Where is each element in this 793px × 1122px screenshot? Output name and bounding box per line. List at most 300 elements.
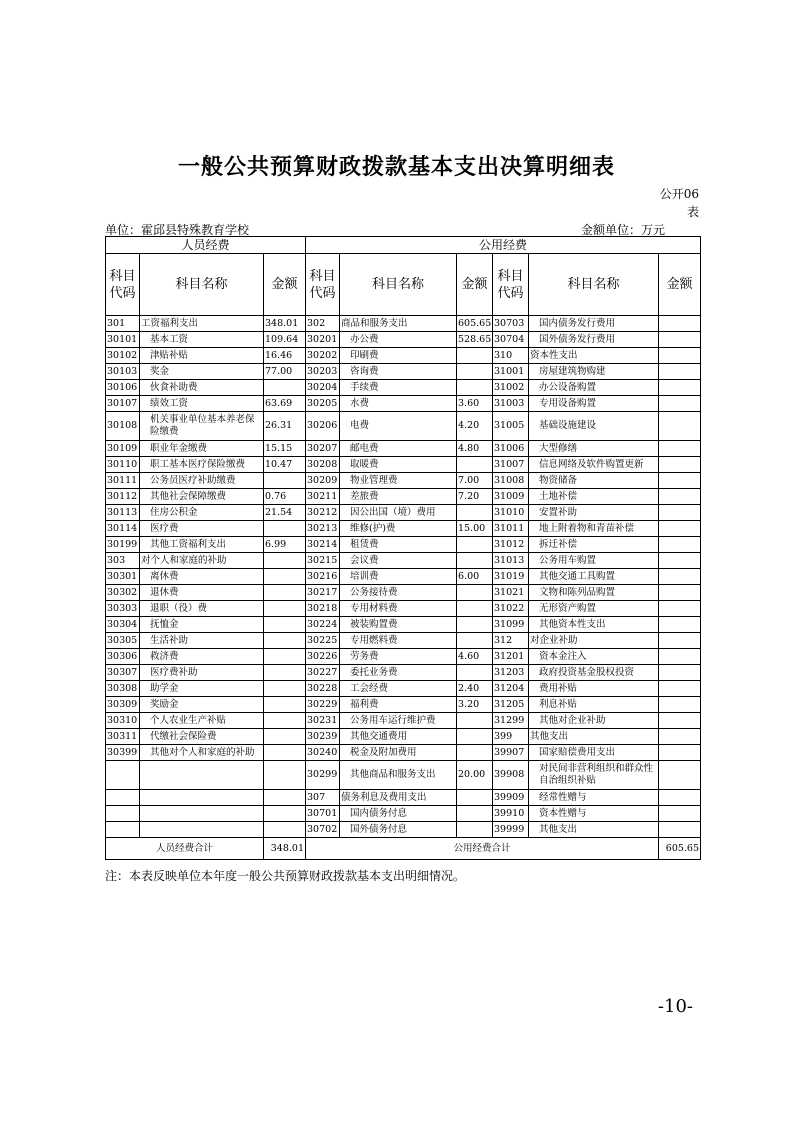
amount-cell [457,617,493,633]
name-cell: 会议费 [340,553,457,569]
amount-header: 金额 [457,254,493,316]
code-cell [106,790,140,806]
code-cell: 30226 [306,649,340,665]
name-cell: 物业管理费 [340,473,457,489]
amount-cell: 3.60 [457,396,493,412]
code-cell: 30204 [306,380,340,396]
code-cell: 30111 [106,473,140,489]
amount-cell [264,521,306,537]
name-cell: 大型修缮 [529,441,659,457]
name-cell: 工会经费 [340,681,457,697]
code-cell: 30227 [306,665,340,681]
amount-cell [457,505,493,521]
name-cell: 其他对企业补助 [529,713,659,729]
code-cell: 39999 [493,822,529,838]
table-row [106,473,701,489]
name-cell: 国外债务发行费用 [529,332,659,348]
code-cell: 30702 [306,822,340,838]
table-row [106,441,701,457]
amount-header: 金额 [264,254,306,316]
name-cell [140,806,264,822]
amount-header: 金额 [659,254,701,316]
amount-cell [659,316,701,332]
amount-cell [659,633,701,649]
code-cell: 30703 [493,316,529,332]
code-cell: 31299 [493,713,529,729]
name-cell: 职工基本医疗保险缴费 [140,457,264,473]
amount-cell [457,633,493,649]
code-cell: 30207 [306,441,340,457]
code-cell: 30113 [106,505,140,521]
public-section-header: 公用经费 [306,237,701,254]
totals-row [106,838,701,860]
code-cell: 30109 [106,441,140,457]
table-row [106,806,701,822]
name-cell: 福利费 [340,697,457,713]
code-cell: 31010 [493,505,529,521]
amount-cell: 26.31 [264,412,306,441]
amount-cell [457,537,493,553]
code-cell: 30101 [106,332,140,348]
name-header: 科目名称 [529,254,659,316]
amount-cell [659,697,701,713]
amount-cell: 10.47 [264,457,306,473]
code-cell: 31201 [493,649,529,665]
amount-cell [659,822,701,838]
amount-cell: 109.64 [264,332,306,348]
name-cell: 公务接待费 [340,585,457,601]
amount-cell [659,761,701,790]
code-cell: 312 [493,633,529,649]
name-cell: 个人农业生产补贴 [140,713,264,729]
table-row [106,633,701,649]
table-row [106,537,701,553]
code-cell: 30102 [106,348,140,364]
amount-cell [457,380,493,396]
amount-cell [264,665,306,681]
name-cell: 劳务费 [340,649,457,665]
name-cell: 基本工资 [140,332,264,348]
amount-cell [659,332,701,348]
name-cell: 伙食补助费 [140,380,264,396]
code-cell: 30228 [306,681,340,697]
name-cell: 代缴社会保险费 [140,729,264,745]
code-cell: 30307 [106,665,140,681]
amount-cell [659,412,701,441]
code-cell: 39907 [493,745,529,761]
name-cell: 其他支出 [529,822,659,838]
name-cell: 文物和陈列品购置 [529,585,659,601]
amount-cell [659,713,701,729]
code-cell: 30239 [306,729,340,745]
name-cell: 基础设施建设 [529,412,659,441]
amount-cell [659,553,701,569]
code-cell: 30110 [106,457,140,473]
amount-cell [659,473,701,489]
name-cell: 房屋建筑物购建 [529,364,659,380]
amount-cell [659,505,701,521]
code-cell: 30209 [306,473,340,489]
name-cell: 其他工资福利支出 [140,537,264,553]
name-cell: 其他支出 [529,729,659,745]
table-row [106,396,701,412]
table-row [106,521,701,537]
name-cell: 办公设备购置 [529,380,659,396]
expenditure-table [105,236,701,860]
name-cell: 国家赔偿费用支出 [529,745,659,761]
amount-cell [659,585,701,601]
code-cell: 301 [106,316,140,332]
code-cell: 30231 [306,713,340,729]
name-cell: 商品和服务支出 [340,316,457,332]
amount-cell [264,729,306,745]
code-cell [106,822,140,838]
amount-cell [264,601,306,617]
name-cell: 经常性赠与 [529,790,659,806]
amount-cell [659,569,701,585]
amount-cell [457,790,493,806]
amount-cell [457,364,493,380]
code-cell: 30208 [306,457,340,473]
amount-cell: 63.69 [264,396,306,412]
name-header: 科目名称 [340,254,457,316]
code-cell: 30112 [106,489,140,505]
name-cell: 信息网络及软件购置更新 [529,457,659,473]
table-row [106,761,701,790]
name-cell: 住房公积金 [140,505,264,521]
table-row [106,457,701,473]
personnel-section-header: 人员经费 [106,237,306,254]
code-cell: 30311 [106,729,140,745]
name-cell: 资本性支出 [529,348,659,364]
code-cell: 30704 [493,332,529,348]
amount-cell [264,473,306,489]
table-row [106,505,701,521]
amount-cell [264,649,306,665]
code-cell: 30215 [306,553,340,569]
code-cell: 399 [493,729,529,745]
code-cell: 30206 [306,412,340,441]
amount-cell [264,681,306,697]
amount-cell [457,745,493,761]
amount-cell [457,348,493,364]
code-cell: 39909 [493,790,529,806]
table-row [106,553,701,569]
amount-cell [659,457,701,473]
table-row [106,412,701,441]
name-cell: 其他对个人和家庭的补助 [140,745,264,761]
name-cell: 生活补助 [140,633,264,649]
amount-cell [659,601,701,617]
code-cell: 30306 [106,649,140,665]
name-cell: 手续费 [340,380,457,396]
amount-cell: 15.00 [457,521,493,537]
code-cell: 31007 [493,457,529,473]
name-cell [140,761,264,790]
public-total-value: 605.65 [659,838,701,860]
code-cell: 31008 [493,473,529,489]
name-cell: 绩效工资 [140,396,264,412]
table-row [106,585,701,601]
amount-cell [659,521,701,537]
name-cell: 安置补助 [529,505,659,521]
amount-cell: 605.65 [457,316,493,332]
amount-cell [264,761,306,790]
name-cell: 资本性赠与 [529,806,659,822]
code-cell: 30225 [306,633,340,649]
amount-cell [264,697,306,713]
code-cell: 30103 [106,364,140,380]
code-cell: 30305 [106,633,140,649]
name-cell: 无形资产购置 [529,601,659,617]
code-cell: 31009 [493,489,529,505]
amount-cell: 2.40 [457,681,493,697]
amount-cell [264,585,306,601]
table-row [106,681,701,697]
amount-cell: 7.20 [457,489,493,505]
personnel-total-value: 348.01 [264,838,306,860]
code-cell: 31006 [493,441,529,457]
amount-cell: 6.00 [457,569,493,585]
code-header: 科目代码 [106,254,140,316]
amount-cell: 15.15 [264,441,306,457]
amount-cell [659,441,701,457]
name-cell: 医疗费 [140,521,264,537]
code-cell: 30211 [306,489,340,505]
amount-cell [264,569,306,585]
name-cell: 公务用车购置 [529,553,659,569]
table-row [106,316,701,332]
amount-cell [457,585,493,601]
name-cell: 国内债务付息 [340,806,457,822]
name-cell: 印刷费 [340,348,457,364]
code-cell: 30202 [306,348,340,364]
name-cell: 物资储备 [529,473,659,489]
code-cell: 31003 [493,396,529,412]
code-cell: 30216 [306,569,340,585]
amount-cell [457,553,493,569]
code-cell: 30399 [106,745,140,761]
code-cell: 30304 [106,617,140,633]
name-cell: 税金及附加费用 [340,745,457,761]
code-cell: 303 [106,553,140,569]
amount-cell [264,617,306,633]
table-row [106,601,701,617]
amount-cell [659,617,701,633]
name-cell: 公务用车运行维护费 [340,713,457,729]
table-row [106,729,701,745]
amount-cell: 20.00 [457,761,493,790]
code-cell: 310 [493,348,529,364]
amount-cell [659,380,701,396]
name-cell [140,822,264,838]
name-cell: 对个人和家庭的补助 [140,553,264,569]
name-cell: 其他交通工具购置 [529,569,659,585]
name-cell: 其他社会保障缴费 [140,489,264,505]
amount-cell [264,745,306,761]
code-cell: 30214 [306,537,340,553]
name-cell: 债务利息及费用支出 [340,790,457,806]
code-cell: 30303 [106,601,140,617]
name-cell: 水费 [340,396,457,412]
name-cell: 工资福利支出 [140,316,264,332]
amount-cell [659,806,701,822]
name-cell: 对企业补助 [529,633,659,649]
name-cell: 被装购置费 [340,617,457,633]
code-cell: 30301 [106,569,140,585]
code-cell [106,806,140,822]
name-cell: 职业年金缴费 [140,441,264,457]
code-cell: 39908 [493,761,529,790]
amount-cell: 348.01 [264,316,306,332]
name-cell: 利息补贴 [529,697,659,713]
table-row [106,697,701,713]
table-row [106,617,701,633]
code-cell: 30107 [106,396,140,412]
column-header-row [106,254,701,316]
table-row [106,489,701,505]
code-cell: 30308 [106,681,140,697]
name-cell: 取暖费 [340,457,457,473]
code-cell: 30310 [106,713,140,729]
code-cell: 31012 [493,537,529,553]
name-cell: 助学金 [140,681,264,697]
page-title: 一般公共预算财政拨款基本支出决算明细表 [177,154,615,180]
amount-cell [659,489,701,505]
code-cell: 30309 [106,697,140,713]
amount-cell [659,745,701,761]
amount-cell [457,601,493,617]
unit-label: 单位：霍邱县特殊教育学校 [105,223,250,237]
name-cell: 拆迁补偿 [529,537,659,553]
amount-cell [659,396,701,412]
name-cell: 医疗费补助 [140,665,264,681]
amount-cell: 7.00 [457,473,493,489]
form-number: 公开06 [659,187,699,201]
amount-cell [264,822,306,838]
amount-cell [457,457,493,473]
table-row [106,665,701,681]
code-cell: 31013 [493,553,529,569]
amount-cell: 4.80 [457,441,493,457]
code-cell: 31203 [493,665,529,681]
code-cell: 30218 [306,601,340,617]
amount-cell [264,806,306,822]
table-row [106,380,701,396]
name-cell: 奖励金 [140,697,264,713]
code-cell: 30205 [306,396,340,412]
code-header: 科目代码 [493,254,529,316]
code-cell: 31011 [493,521,529,537]
amount-cell [659,348,701,364]
name-cell: 机关事业单位基本养老保险缴费 [140,412,264,441]
code-cell: 30229 [306,697,340,713]
name-cell: 因公出国（境）费用 [340,505,457,521]
code-cell: 307 [306,790,340,806]
code-cell: 30701 [306,806,340,822]
amount-cell: 3.20 [457,697,493,713]
amount-cell [457,822,493,838]
code-cell: 30108 [106,412,140,441]
amount-cell [457,729,493,745]
name-cell: 退职（役）费 [140,601,264,617]
name-cell: 对民间非营利组织和群众性自治组织补贴 [529,761,659,790]
name-cell: 公务员医疗补助缴费 [140,473,264,489]
code-cell: 30299 [306,761,340,790]
name-header: 科目名称 [140,254,264,316]
table-row [106,569,701,585]
name-cell: 土地补偿 [529,489,659,505]
code-cell: 39910 [493,806,529,822]
code-header: 科目代码 [306,254,340,316]
code-cell: 31002 [493,380,529,396]
amount-cell: 4.20 [457,412,493,441]
name-cell: 其他商品和服务支出 [340,761,457,790]
name-cell: 津贴补贴 [140,348,264,364]
name-cell: 抚恤金 [140,617,264,633]
amount-cell [659,729,701,745]
table-row [106,713,701,729]
code-cell [106,761,140,790]
code-cell: 30213 [306,521,340,537]
amount-cell: 4.60 [457,649,493,665]
name-cell: 咨询费 [340,364,457,380]
amount-cell [264,553,306,569]
code-cell: 30212 [306,505,340,521]
name-cell: 救济费 [140,649,264,665]
code-cell: 31022 [493,601,529,617]
amount-cell [457,806,493,822]
table-row [106,745,701,761]
table-row [106,649,701,665]
amount-cell: 528.65 [457,332,493,348]
table-row [106,790,701,806]
name-cell: 其他交通费用 [340,729,457,745]
name-cell: 培训费 [340,569,457,585]
code-cell: 30199 [106,537,140,553]
code-cell: 31099 [493,617,529,633]
code-cell: 302 [306,316,340,332]
amount-cell [264,380,306,396]
amount-cell [659,364,701,380]
name-cell: 国外债务付息 [340,822,457,838]
amount-cell [659,665,701,681]
name-cell: 费用补贴 [529,681,659,697]
code-cell: 30201 [306,332,340,348]
name-cell: 差旅费 [340,489,457,505]
name-cell: 专用材料费 [340,601,457,617]
code-cell: 31019 [493,569,529,585]
code-cell: 30302 [106,585,140,601]
table-row [106,332,701,348]
form-suffix: 表 [686,205,699,219]
table-row [106,364,701,380]
table-row [106,822,701,838]
amount-cell [457,713,493,729]
page-number: -10- [657,996,693,1017]
name-cell: 资本金注入 [529,649,659,665]
table-row [106,348,701,364]
name-cell: 租赁费 [340,537,457,553]
amount-cell [659,537,701,553]
name-cell: 其他资本性支出 [529,617,659,633]
name-cell: 国内债务发行费用 [529,316,659,332]
section-header-row [106,237,701,254]
name-cell: 电费 [340,412,457,441]
amount-cell: 6.99 [264,537,306,553]
name-cell: 奖金 [140,364,264,380]
code-cell: 30203 [306,364,340,380]
